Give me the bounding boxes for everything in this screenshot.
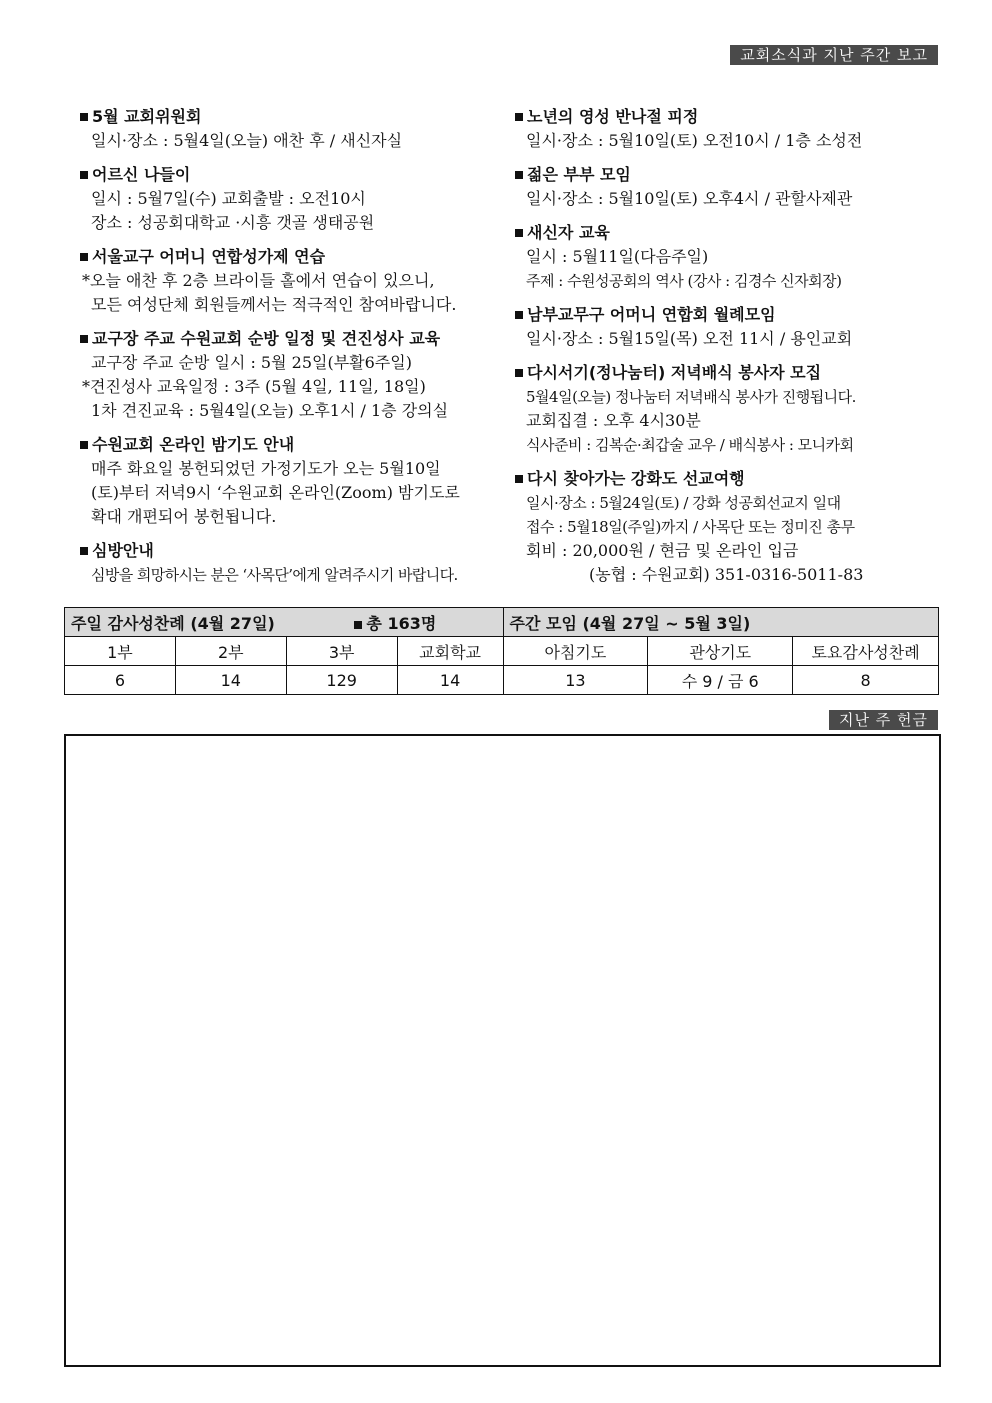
notice-line: (토)부터 저녁9시 ‘수원교회 온라인(Zoom) 밤기도로 — [91, 483, 460, 502]
notice-item — [80, 245, 500, 317]
offering-title-tag: 지난 주 헌금 — [829, 710, 938, 730]
notice-title: 젊은 부부 모임 — [515, 163, 935, 187]
notice-line: 일시·장소 : 5월10일(토) 오전10시 / 1층 소성전 — [526, 131, 863, 150]
right-column — [515, 105, 935, 597]
notice-item — [515, 105, 935, 153]
worship-header-cell: 주일 감사성찬례 (4월 27일) 총 163명 — [65, 608, 504, 637]
total-count: 총 163명 — [354, 611, 436, 634]
notice-title: 교구장 주교 수원교회 순방 일정 및 견진성사 교육 — [80, 327, 500, 351]
notice-item — [80, 163, 500, 235]
notice-line: 교구장 주교 순방 일시 : 5월 25일(부활6주일) — [91, 353, 412, 372]
square-bullet-icon — [515, 475, 523, 483]
table-cell: 관상기도 — [648, 637, 793, 666]
notice-line: 일시·장소 : 5월10일(토) 오후4시 / 관할사제관 — [526, 189, 853, 208]
notice-line: 장소 : 성공회대학교 ·시흥 갯골 생태공원 — [91, 213, 375, 232]
notice-line: *견진성사 교육일정 : 3주 (5월 4일, 11일, 18일) — [82, 377, 426, 396]
square-bullet-icon — [80, 171, 88, 179]
notice-line: 일시 : 5월7일(수) 교회출발 : 오전10시 — [91, 189, 366, 208]
notice-line: (농협 : 수원교회) 351-0316-5011-83 — [589, 565, 864, 584]
notice-title: 수원교회 온라인 밤기도 안내 — [80, 433, 500, 457]
notice-title: 심방안내 — [80, 539, 500, 563]
notice-title: 다시서기(정나눔터) 저녁배식 봉사자 모집 — [515, 361, 935, 385]
notice-title: 5월 교회위원회 — [80, 105, 500, 129]
table-cell: 2부 — [175, 637, 286, 666]
notice-title: 노년의 영성 반나절 피정 — [515, 105, 935, 129]
notice-line: 5월4일(오늘) 정나눔터 저녁배식 봉사가 진행됩니다. — [526, 388, 856, 406]
table-cell: 아침기도 — [503, 637, 648, 666]
notice-line: 일시 : 5월11일(다음주일) — [526, 247, 709, 266]
weekly-header-cell: 주간 모임 (4월 27일 ~ 5월 3일) — [503, 608, 938, 637]
notice-line: 매주 화요일 봉헌되었던 가정기도가 오는 5월10일 — [91, 459, 441, 478]
notice-line: 식사준비 : 김복순·최갑술 교우 / 배식봉사 : 모니카회 — [526, 436, 854, 454]
notice-title: 다시 찾아가는 강화도 선교여행 — [515, 467, 935, 491]
notice-title: 어르신 나들이 — [80, 163, 500, 187]
table-row — [65, 637, 939, 666]
table-cell: 14 — [175, 666, 286, 695]
table-cell: 8 — [793, 666, 939, 695]
square-bullet-icon — [515, 229, 523, 237]
notice-line: 일시·장소 : 5월4일(오늘) 애찬 후 / 새신자실 — [91, 131, 403, 150]
notice-title: 서울교구 어머니 연합성가제 연습 — [80, 245, 500, 269]
table-cell: 토요감사성찬례 — [793, 637, 939, 666]
notice-item — [80, 433, 500, 529]
square-bullet-icon — [354, 621, 362, 629]
notice-line: 확대 개편되어 봉헌됩니다. — [91, 507, 277, 526]
square-bullet-icon — [515, 369, 523, 377]
notice-item — [80, 327, 500, 423]
table-row — [65, 666, 939, 695]
table-cell: 3부 — [286, 637, 397, 666]
notice-line: *오늘 애찬 후 2층 브라이들 홀에서 연습이 있으니, — [82, 271, 435, 290]
table-cell: 1부 — [65, 637, 176, 666]
table-cell: 13 — [503, 666, 648, 695]
notice-line: 주제 : 수원성공회의 역사 (강사 : 김경수 신자회장) — [526, 272, 842, 290]
notice-line: 회비 : 20,000원 / 현금 및 온라인 입금 — [526, 541, 799, 560]
notice-line: 접수 : 5월18일(주일)까지 / 사목단 또는 정미진 총무 — [526, 518, 855, 536]
table-cell: 6 — [65, 666, 176, 695]
notice-line: 일시·장소 : 5월15일(목) 오전 11시 / 용인교회 — [526, 329, 853, 348]
notice-title: 남부교무구 어머니 연합회 월례모임 — [515, 303, 935, 327]
notice-line: 심방을 희망하시는 분은 ‘사목단’에게 알려주시기 바랍니다. — [91, 566, 458, 584]
notice-item — [515, 361, 935, 457]
notice-line: 교회집결 : 오후 4시30분 — [526, 411, 701, 430]
notice-line: 일시·장소 : 5월24일(토) / 강화 성공회선교지 일대 — [526, 494, 841, 512]
attendance-table — [64, 607, 939, 695]
notice-item — [80, 539, 500, 587]
notice-item — [515, 467, 935, 587]
notice-item — [80, 105, 500, 153]
notice-item — [515, 303, 935, 351]
left-column — [80, 105, 500, 597]
table-cell: 교회학교 — [397, 637, 503, 666]
square-bullet-icon — [80, 113, 88, 121]
square-bullet-icon — [80, 335, 88, 343]
table-cell: 수 9 / 금 6 — [648, 666, 793, 695]
square-bullet-icon — [515, 113, 523, 121]
notice-item — [515, 163, 935, 211]
section-title-tag: 교회소식과 지난 주간 보고 — [730, 45, 938, 65]
square-bullet-icon — [80, 441, 88, 449]
notice-item — [515, 221, 935, 293]
notice-line: 1차 견진교육 : 5월4일(오늘) 오후1시 / 1층 강의실 — [91, 401, 449, 420]
offering-box — [64, 734, 941, 1367]
table-cell: 129 — [286, 666, 397, 695]
square-bullet-icon — [515, 171, 523, 179]
notice-line: 모든 여성단체 회원들께서는 적극적인 참여바랍니다. — [91, 295, 457, 314]
notice-title: 새신자 교육 — [515, 221, 935, 245]
square-bullet-icon — [515, 311, 523, 319]
square-bullet-icon — [80, 547, 88, 555]
table-header-row — [65, 608, 939, 637]
square-bullet-icon — [80, 253, 88, 261]
table-cell: 14 — [397, 666, 503, 695]
